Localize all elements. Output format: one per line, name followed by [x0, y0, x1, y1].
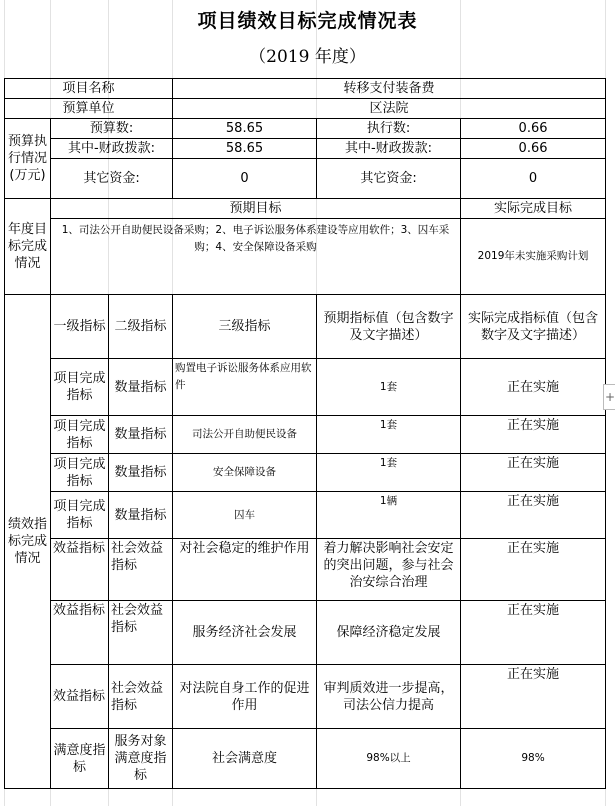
expected-value[interactable]: 1辆	[317, 492, 461, 539]
actual-value[interactable]: 正在实施	[461, 665, 606, 729]
expected-value[interactable]: 审判质效进一步提高，司法公信力提高	[317, 665, 461, 729]
level1-indicator: 满意度指标	[51, 729, 109, 789]
table-row	[5, 729, 606, 789]
annual-section-label: 年度目标完成情况	[5, 199, 51, 295]
budget-label: 预算数:	[51, 119, 173, 139]
level2-indicator: 服务对象满意度指标	[109, 729, 173, 789]
table-row	[5, 454, 606, 492]
expected-value[interactable]: 1套	[317, 454, 461, 492]
expected-value[interactable]: 1套	[317, 416, 461, 454]
budget-value[interactable]: 58.65	[173, 119, 317, 139]
level1-indicator: 效益指标	[51, 665, 109, 729]
expected-value[interactable]: 保障经济稳定发展	[317, 601, 461, 665]
header-expected-value: 预期指标值（包含数字及文字描述）	[317, 295, 461, 359]
level3-indicator: 囚车	[173, 492, 317, 539]
actual-goal-text[interactable]: 2019年未实施采购计划	[461, 219, 606, 295]
level3-indicator: 社会满意度	[173, 729, 317, 789]
level3-indicator: 服务经济社会发展	[173, 601, 317, 665]
table-row	[5, 492, 606, 539]
expected-goal-text[interactable]: 1、司法公开自助便民设备采购；2、电子诉讼服务体系建设等应用软件；3、囚车采购；4、安全保障设备采购	[51, 219, 461, 295]
actual-value[interactable]: 正在实施	[461, 359, 606, 416]
row-annual-goals	[5, 219, 606, 295]
header-level2: 二级指标	[109, 295, 173, 359]
exec-fiscal-allocation-value[interactable]: 0.66	[461, 139, 606, 159]
table-row	[5, 359, 606, 416]
actual-goal-header: 实际完成目标	[461, 199, 606, 219]
actual-value[interactable]: 正在实施	[461, 539, 606, 601]
table-row	[5, 416, 606, 454]
performance-section-label: 绩效指标完成情况	[5, 295, 51, 789]
level2-indicator: 社会效益指标	[109, 539, 173, 601]
actual-value[interactable]: 正在实施	[461, 601, 606, 665]
actual-value[interactable]: 正在实施	[461, 492, 606, 539]
execution-value[interactable]: 0.66	[461, 119, 606, 139]
level3-indicator: 购置电子诉讼服务体系应用软件	[173, 359, 317, 416]
header-level3: 三级指标	[173, 295, 317, 359]
level1-indicator: 项目完成指标	[51, 416, 109, 454]
actual-value[interactable]: 正在实施	[461, 416, 606, 454]
fiscal-allocation-value[interactable]: 58.65	[173, 139, 317, 159]
table-row	[5, 665, 606, 729]
level2-indicator: 数量指标	[109, 416, 173, 454]
project-name-value[interactable]: 转移支付装备费	[173, 79, 606, 99]
level1-indicator: 效益指标	[51, 601, 109, 665]
level2-indicator: 数量指标	[109, 454, 173, 492]
row-budget-total	[5, 119, 606, 139]
budget-unit-value[interactable]: 区法院	[173, 99, 606, 119]
level2-indicator: 社会效益指标	[109, 665, 173, 729]
table-row	[5, 601, 606, 665]
expected-value[interactable]: 98%以上	[317, 729, 461, 789]
expected-value[interactable]: 1套	[317, 359, 461, 416]
exec-fiscal-allocation-label: 其中-财政拨款:	[317, 139, 461, 159]
level2-indicator: 数量指标	[109, 359, 173, 416]
level1-indicator: 项目完成指标	[51, 454, 109, 492]
row-indicator-headers	[5, 295, 606, 359]
page-title: 项目绩效目标完成情况表	[197, 10, 418, 32]
table-row	[5, 539, 606, 601]
row-budget-unit	[5, 99, 606, 119]
project-name-label: 项目名称	[5, 79, 173, 99]
other-funds-label: 其它资金:	[51, 159, 173, 199]
add-column-button[interactable]: +	[603, 384, 615, 410]
budget-unit-label: 预算单位	[5, 99, 173, 119]
expected-goal-header: 预期目标	[51, 199, 461, 219]
actual-value[interactable]: 98%	[461, 729, 606, 789]
execution-label: 执行数:	[317, 119, 461, 139]
level3-indicator: 对法院自身工作的促进作用	[173, 665, 317, 729]
level3-indicator: 安全保障设备	[173, 454, 317, 492]
level2-indicator: 社会效益指标	[109, 601, 173, 665]
level1-indicator: 项目完成指标	[51, 492, 109, 539]
fiscal-allocation-label: 其中-财政拨款:	[51, 139, 173, 159]
level1-indicator: 项目完成指标	[51, 359, 109, 416]
row-budget-other	[5, 159, 606, 199]
row-annual-header	[5, 199, 606, 219]
exec-other-funds-label: 其它资金:	[317, 159, 461, 199]
expected-value[interactable]: 着力解决影响社会安定的突出问题，参与社会治安综合治理	[317, 539, 461, 601]
level3-indicator: 司法公开自助便民设备	[173, 416, 317, 454]
actual-value[interactable]: 正在实施	[461, 454, 606, 492]
other-funds-value[interactable]: 0	[173, 159, 317, 199]
level2-indicator: 数量指标	[109, 492, 173, 539]
exec-other-funds-value[interactable]: 0	[461, 159, 606, 199]
report-year: （2019 年度）	[249, 47, 366, 67]
budget-section-label: 预算执行情况(万元)	[5, 119, 51, 199]
header-level1: 一级指标	[51, 295, 109, 359]
level1-indicator: 效益指标	[51, 539, 109, 601]
level3-indicator: 对社会稳定的维护作用	[173, 539, 317, 601]
row-project-name	[5, 79, 606, 99]
performance-table	[4, 78, 606, 789]
header-actual-value: 实际完成指标值（包含数字及文字描述）	[461, 295, 606, 359]
row-budget-fiscal	[5, 139, 606, 159]
